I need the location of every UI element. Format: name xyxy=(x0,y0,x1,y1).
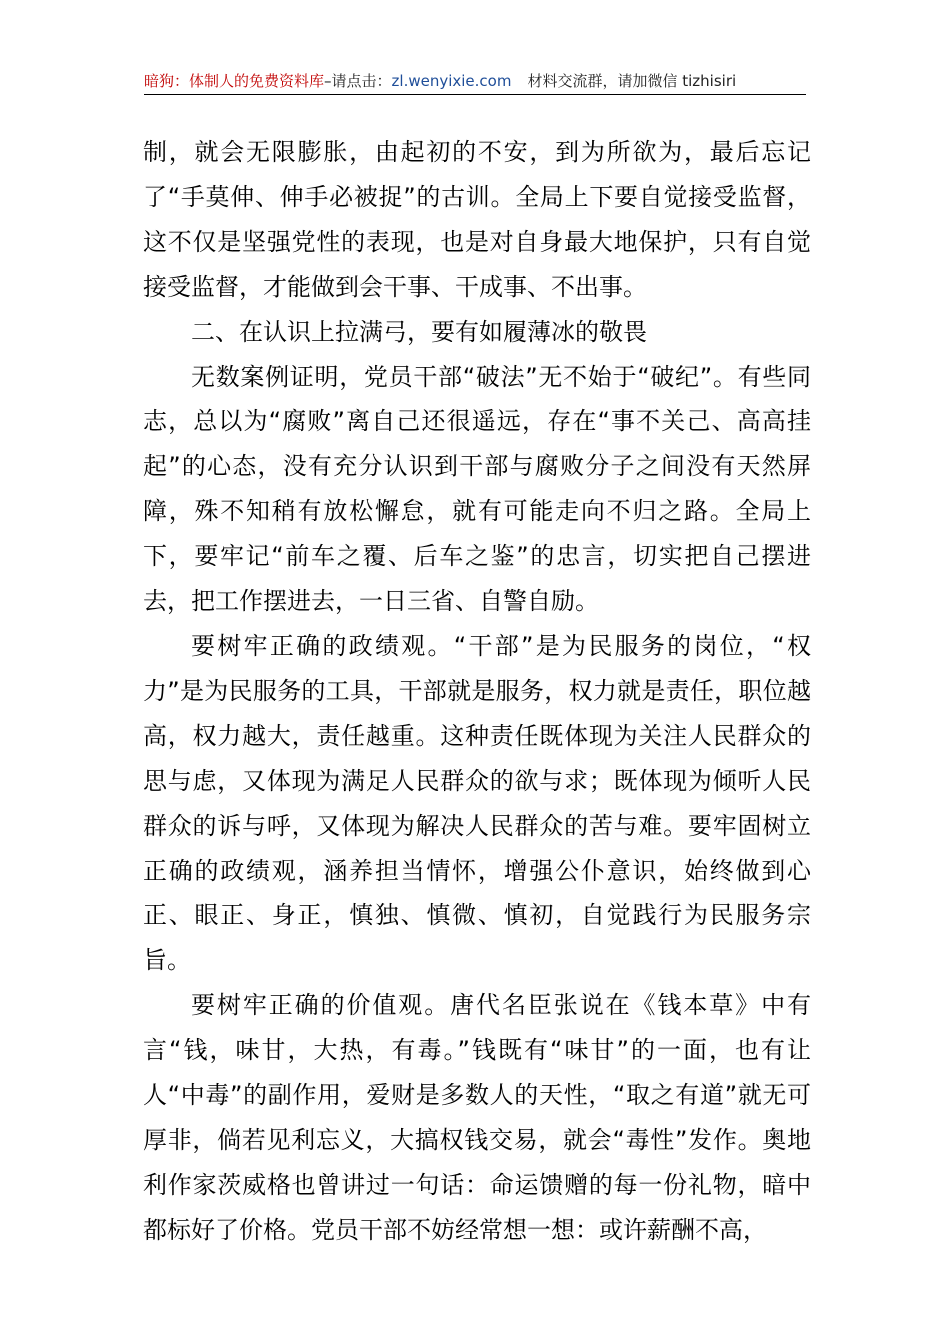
document-body xyxy=(143,130,811,1253)
header-group-note: 材料交流群，请加微信 tizhisiri xyxy=(527,72,737,90)
paragraph-value-view: 要树牢正确的价值观。唐代名臣张说在《钱本草》中有言“钱，味甘，大热，有毒。”钱既有“味甘”的一面，也有让人“中毒”的副作用，爱财是多数人的天性，“取之有道”就无可厚非，倘若见利忘义，大搞权钱交易，就会“毒性”发作。奥地利作家茨威格也曾讲过一句话：命运馈赠的每一份礼物，暗中都标好了价格。党员干部不妨经常想一想：或许薪酬不高， xyxy=(143,991,811,1244)
paragraph-cases: 无数案例证明，党员干部“破法”无不始于“破纪”。有些同志，总以为“腐败”离自己还很遥远，存在“事不关己、高高挂起”的心态，没有充分认识到干部与腐败分子之间没有天然屏障，殊不知稍有放松懈怠，就有可能走向不归之路。全局上下，要牢记“前车之覆、后车之鉴”的忠言，切实把自己摆进去，把工作摆进去，一日三省、自警自励。 xyxy=(143,362,811,616)
page-header xyxy=(144,70,806,95)
paragraph-performance-view: 要树牢正确的政绩观。“干部”是为民服务的岗位，“权力”是为民服务的工具，干部就是服务，权力就是责任，职位越高，权力越大，责任越重。这种责任既体现为关注人民群众的思与虑，又体现为满足人民群众的欲与求；既体现为倾听人民群众的诉与呼，又体现为解决人民群众的苦与难。要牢固树立正确的政绩观，涵养担当情怀，增强公仆意识，始终做到心正、眼正、身正，慎独、慎微、慎初，自觉践行为民服务宗旨。 xyxy=(143,631,811,975)
section-heading: 二、在认识上拉满弓，要有如履薄冰的敬畏 xyxy=(191,317,647,346)
header-url-link[interactable]: zl.wenyixie.com xyxy=(391,72,512,90)
paragraph-continuation: 制，就会无限膨胀，由起初的不安，到为所欲为，最后忘记了“手莫伸、伸手必被捉”的古训。全局上下要自觉接受监督，这不仅是坚强党性的表现，也是对自身最大地保护，只有自觉接受监督，才能做到会干事、干成事、不出事。 xyxy=(143,138,811,301)
header-click-prompt: –请点击： xyxy=(324,72,392,90)
header-brand: 暗狗：体制人的免费资料库 xyxy=(144,72,325,90)
